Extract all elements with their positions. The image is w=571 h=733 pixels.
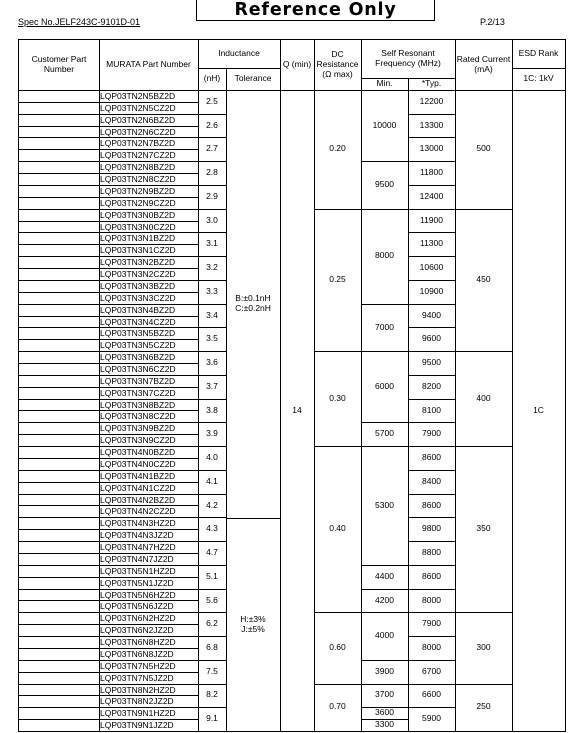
header-inductance: Inductance [218, 48, 260, 59]
murata-part-number: LQP03TN4N0BZ2D [100, 447, 176, 458]
murata-part-number: LQP03TN4N7HZ2D [100, 542, 176, 553]
srf-min-value: 5300 [375, 499, 394, 510]
murata-part-number: LQP03TN4N3HZ2D [100, 518, 176, 529]
inductance-value: 3.0 [206, 214, 218, 225]
rated-current-value: 400 [476, 392, 491, 403]
srf-typ-value: 13300 [419, 119, 444, 130]
murata-part-number: LQP03TN5N6JZ2D [100, 601, 174, 612]
murata-part-number: LQP03TN4N0CZ2D [100, 458, 176, 469]
srf-min-value: 3600 [375, 707, 394, 718]
murata-part-number: LQP03TN9N1JZ2D [100, 720, 174, 731]
srf-typ-value: 13000 [419, 143, 444, 154]
murata-part-number: LQP03TN3N7CZ2D [100, 387, 176, 398]
srf-typ-value: 5900 [422, 713, 441, 724]
murata-part-number: LQP03TN3N3CZ2D [100, 292, 176, 303]
murata-part-number: LQP03TN2N5BZ2D [100, 91, 176, 101]
srf-min-value: 9500 [375, 179, 394, 190]
header-rated-current: Rated Current (mA) [456, 54, 511, 74]
srf-typ-value: 8400 [422, 475, 441, 486]
murata-part-number: LQP03TN4N1BZ2D [100, 470, 176, 481]
murata-part-number: LQP03TN3N4CZ2D [100, 316, 176, 327]
inductance-value: 3.1 [206, 238, 218, 249]
murata-part-number: LQP03TN3N1CZ2D [100, 245, 176, 256]
murata-part-number: LQP03TN3N6CZ2D [100, 364, 176, 374]
murata-part-number: LQP03TN2N8CZ2D [100, 174, 176, 185]
inductance-value: 4.7 [206, 547, 218, 558]
srf-typ-value: 12400 [419, 190, 444, 201]
murata-part-number: LQP03TN2N6CZ2D [100, 126, 176, 137]
inductance-value: 6.2 [206, 618, 218, 629]
murata-part-number: LQP03TN2N8BZ2D [100, 162, 176, 173]
dc-resistance-value: 0.20 [329, 143, 346, 154]
inductance-value: 2.8 [206, 167, 218, 178]
inductance-value: 4.1 [206, 475, 218, 486]
murata-part-number: LQP03TN3N1BZ2D [100, 233, 176, 244]
murata-part-number: LQP03TN3N4BZ2D [100, 304, 176, 315]
murata-part-number: LQP03TN7N5HZ2D [100, 660, 176, 671]
inductance-value: 3.8 [206, 404, 218, 415]
inductance-value: 3.4 [206, 309, 218, 320]
murata-part-number: LQP03TN3N6BZ2D [100, 352, 176, 363]
inductance-value: 5.1 [206, 570, 218, 581]
dc-resistance-value: 0.30 [329, 392, 346, 403]
srf-typ-value: 11300 [419, 238, 443, 249]
murata-part-number: LQP03TN2N5CZ2D [100, 102, 176, 113]
header-q: Q (min) [282, 59, 312, 70]
murata-part-number: LQP03TN3N2CZ2D [100, 269, 176, 280]
inductance-value: 4.3 [206, 523, 218, 534]
srf-typ-value: 8600 [422, 452, 441, 463]
murata-part-number: LQP03TN9N1HZ2D [100, 708, 176, 719]
srf-min-value: 3700 [375, 689, 394, 700]
murata-part-number: LQP03TN5N1HZ2D [100, 565, 176, 576]
rated-current-value: 350 [476, 523, 491, 534]
srf-min-value: 3900 [375, 665, 394, 676]
header-srf: Self Resonant Frequency (MHz) [375, 48, 441, 68]
inductance-value: 7.5 [206, 665, 218, 676]
rated-current-value: 250 [476, 701, 491, 712]
srf-typ-value: 7900 [422, 618, 441, 629]
dc-resistance-value: 0.25 [329, 274, 346, 285]
srf-typ-value: 8600 [422, 570, 441, 581]
tolerance-group-1: B:±0.1nH C:±0.2nH [235, 293, 271, 313]
srf-typ-value: 10600 [419, 262, 444, 273]
murata-part-number: LQP03TN3N8CZ2D [100, 411, 176, 422]
inductance-value: 3.2 [206, 262, 218, 273]
srf-typ-value: 11800 [419, 167, 443, 178]
page-number: P.2/13 [480, 17, 505, 27]
murata-part-number: LQP03TN6N2HZ2D [100, 613, 176, 624]
rated-current-value: 450 [476, 274, 491, 285]
murata-part-number: LQP03TN5N6HZ2D [100, 589, 176, 600]
srf-typ-value: 11900 [419, 214, 443, 225]
inductance-value: 6.8 [206, 642, 218, 652]
inductance-value: 4.0 [206, 452, 218, 463]
srf-min-value: 5700 [375, 428, 394, 439]
rated-current-value: 500 [476, 143, 491, 154]
header-dc-resistance: DC Resistance (Ω max) [316, 49, 359, 79]
header-murata-part: MURATA Part Number [106, 59, 191, 70]
murata-part-number: LQP03TN3N9BZ2D [100, 423, 176, 434]
header-tolerance: Tolerance [234, 73, 272, 84]
murata-part-number: LQP03TN4N7JZ2D [100, 553, 174, 564]
header-esd-rank: ESD Rank [518, 48, 559, 59]
murata-part-number: LQP03TN2N9CZ2D [100, 197, 176, 208]
srf-min-value: 10000 [372, 119, 397, 130]
murata-part-number: LQP03TN3N2BZ2D [100, 257, 176, 268]
inductance-value: 2.5 [206, 95, 218, 106]
murata-part-number: LQP03TN2N6BZ2D [100, 114, 176, 125]
srf-typ-value: 8200 [422, 380, 441, 391]
murata-part-number: LQP03TN4N2BZ2D [100, 494, 176, 505]
murata-part-number: LQP03TN3N5BZ2D [100, 328, 176, 339]
dc-resistance-value: 0.70 [329, 701, 346, 712]
murata-part-number: LQP03TN2N9BZ2D [100, 185, 176, 196]
inductance-value: 5.6 [206, 594, 218, 605]
murata-part-number: LQP03TN2N7CZ2D [100, 150, 176, 161]
header-srf-min: Min. [376, 78, 393, 89]
inductance-value: 4.2 [206, 499, 218, 510]
inductance-value: 3.5 [206, 333, 218, 344]
murata-part-number: LQP03TN8N2JZ2D [100, 696, 174, 707]
srf-typ-value: 8600 [422, 499, 441, 510]
srf-min-value: 8000 [375, 250, 394, 261]
srf-typ-value: 12200 [419, 95, 444, 106]
srf-typ-value: 6600 [422, 689, 441, 700]
srf-min-value: 7000 [375, 321, 394, 332]
murata-part-number: LQP03TN4N2CZ2D [100, 506, 176, 517]
srf-typ-value: 9500 [422, 357, 441, 368]
murata-part-number: LQP03TN3N7BZ2D [100, 375, 176, 386]
inductance-value: 2.6 [206, 119, 218, 130]
murata-part-number: LQP03TN6N8HZ2D [100, 637, 176, 648]
srf-typ-value: 7900 [422, 428, 441, 439]
rated-current-value: 300 [476, 641, 491, 652]
murata-part-number: LQP03TN3N0BZ2D [100, 209, 176, 220]
srf-min-value: 4200 [375, 594, 394, 605]
dc-resistance-value: 0.40 [329, 523, 346, 534]
spec-table [18, 39, 566, 732]
srf-min-value: 3300 [375, 719, 394, 730]
inductance-value: 8.2 [206, 689, 218, 700]
srf-min-value: 6000 [375, 380, 394, 391]
srf-typ-value: 9800 [422, 523, 441, 534]
srf-typ-value: 8000 [422, 594, 441, 605]
srf-typ-value: 8000 [422, 642, 441, 652]
tolerance-group-2: H:±3% J:±5% [240, 613, 266, 634]
srf-min-value: 4000 [375, 630, 394, 641]
murata-part-number: LQP03TN2N7BZ2D [100, 138, 176, 149]
inductance-value: 3.7 [206, 380, 218, 391]
srf-typ-value: 10900 [419, 285, 444, 296]
murata-part-number: LQP03TN3N5CZ2D [100, 340, 176, 351]
murata-part-number: LQP03TN3N8BZ2D [100, 399, 176, 410]
inductance-value: 2.7 [206, 143, 218, 154]
reference-only-title: Reference Only [196, 0, 435, 21]
spec-number: Spec No.JELF243C-9101D-01 [18, 17, 141, 27]
murata-part-number: LQP03TN7N5JZ2D [100, 672, 174, 683]
header-nh: (nH) [203, 73, 221, 84]
murata-part-number: LQP03TN6N2JZ2D [100, 625, 174, 636]
inductance-value: 9.1 [206, 713, 218, 724]
srf-typ-value: 9600 [422, 333, 441, 344]
inductance-value: 3.6 [206, 357, 218, 368]
murata-part-number: LQP03TN3N9CZ2D [100, 435, 176, 446]
srf-typ-value: 9400 [422, 309, 441, 320]
murata-part-number: LQP03TN5N1JZ2D [100, 577, 174, 588]
murata-part-number: LQP03TN3N0CZ2D [100, 221, 176, 232]
inductance-value: 2.9 [206, 190, 218, 201]
srf-typ-value: 8800 [422, 547, 441, 558]
dc-resistance-value: 0.60 [329, 641, 346, 652]
murata-part-number: LQP03TN4N3JZ2D [100, 530, 174, 541]
murata-part-number: LQP03TN8N2HZ2D [100, 684, 176, 695]
q-min-value: 14 [292, 404, 302, 415]
srf-typ-value: 6700 [422, 665, 441, 676]
murata-part-number: LQP03TN3N3BZ2D [100, 280, 176, 291]
inductance-value: 3.3 [206, 285, 218, 296]
srf-typ-value: 8100 [422, 404, 441, 415]
header-esd-sub: 1C: 1kV [523, 73, 554, 84]
esd-rank-value: 1C [533, 404, 544, 415]
header-srf-typ: *Typ. [421, 78, 442, 89]
inductance-value: 3.9 [206, 428, 218, 439]
srf-min-value: 4400 [375, 570, 394, 581]
murata-part-number: LQP03TN4N1CZ2D [100, 482, 176, 493]
murata-part-number: LQP03TN6N8JZ2D [100, 648, 174, 659]
header-customer-part: Customer Part Number [31, 54, 87, 74]
